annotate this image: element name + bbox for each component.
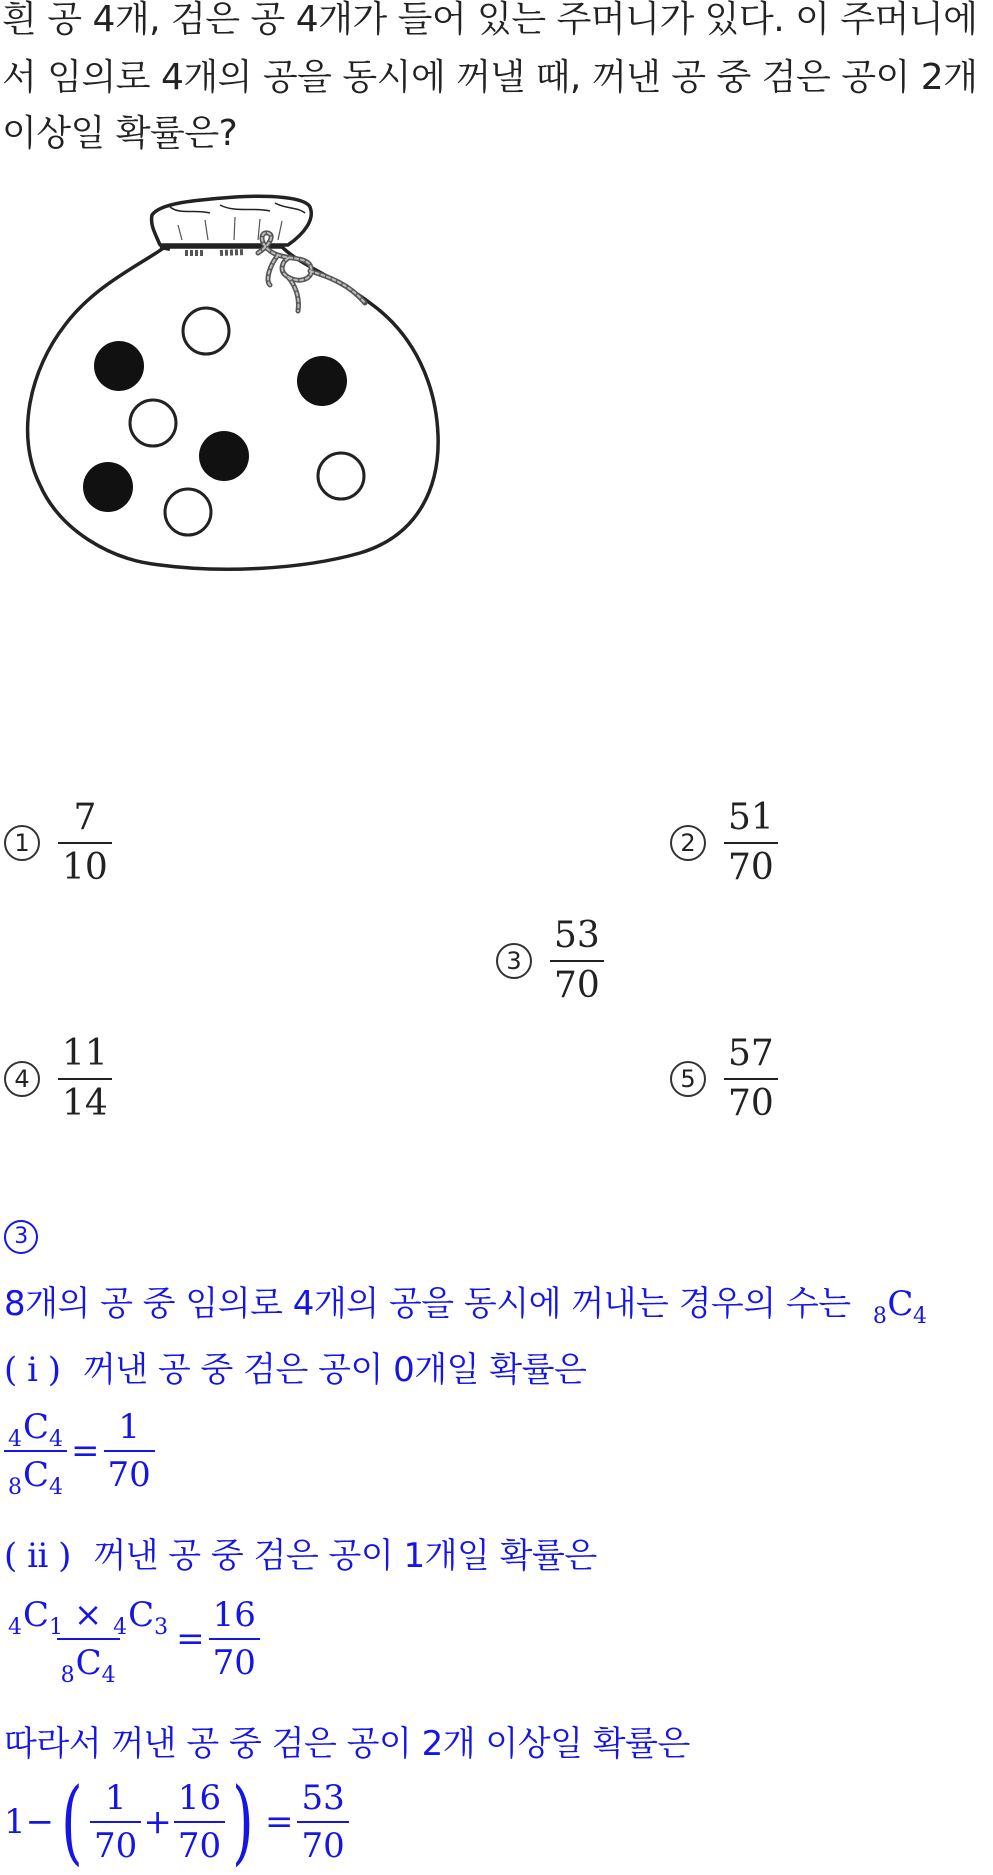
white-ball xyxy=(183,308,229,354)
question-line-1: 흰 공 4개, 검은 공 4개가 들어 있는 주머니가 있다. 이 주머니에 xyxy=(2,0,978,40)
choice-mark: 4 xyxy=(4,1061,40,1097)
choice-fraction: $\frac{53}{70}$ xyxy=(550,918,604,1004)
choice-mark: 1 xyxy=(4,825,40,861)
choice-mark: 3 xyxy=(496,943,532,979)
question-line-2: 서 임의로 4개의 공을 동시에 꺼낼 때, 꺼낸 공 중 검은 공이 2개 xyxy=(2,57,978,98)
choice-mark: 2 xyxy=(670,825,706,861)
white-ball xyxy=(318,453,364,499)
bag-body xyxy=(28,247,439,569)
black-ball xyxy=(199,431,249,481)
final-equation: 1 − ( $\frac{1}{70}$ + $\frac{16}{70}$ ) = $\frac{53}{70}$ xyxy=(4,1776,349,1868)
case-2-equation: $\frac{_4C_1 \times _4C_3}{_8C_4}$ = $\frac{16}{70}$ xyxy=(4,1598,260,1680)
black-ball xyxy=(94,341,144,391)
white-ball xyxy=(165,489,211,535)
question-line-3: 이상일 확률은? xyxy=(2,113,238,154)
final-line: 따라서 꺼낸 공 중 검은 공이 2개 이상일 확률은 xyxy=(4,1724,690,1764)
white-ball xyxy=(130,400,176,446)
case-1-equation: $\frac{_4C_4}{_8C_4}$ = $\frac{1}{70}$ xyxy=(4,1410,155,1492)
choice-4[interactable] xyxy=(4,1033,112,1124)
choice-fraction: $\frac{11}{14}$ xyxy=(58,1036,112,1122)
answer-mark: 3 xyxy=(4,1212,38,1254)
choice-fraction: $\frac{57}{70}$ xyxy=(724,1036,778,1122)
choice-mark: 5 xyxy=(670,1061,706,1097)
choice-1[interactable] xyxy=(4,797,112,888)
case-2-line: ( ii ) 꺼낸 공 중 검은 공이 1개일 확률은 xyxy=(4,1536,597,1576)
choice-2[interactable] xyxy=(670,797,778,888)
bag-illustration xyxy=(20,185,460,585)
choice-fraction: $\frac{51}{70}$ xyxy=(724,800,778,886)
black-ball xyxy=(297,356,347,406)
choice-3[interactable] xyxy=(496,915,604,1006)
choice-fraction: $\frac{7}{10}$ xyxy=(58,800,112,886)
choice-5[interactable] xyxy=(670,1033,778,1124)
bag-neck xyxy=(152,196,312,245)
black-ball xyxy=(83,462,133,512)
solution-line-1: 8개의 공 중 임의로 4개의 공을 동시에 꺼내는 경우의 수는 $_8C_4$ xyxy=(4,1284,927,1329)
case-1-line: ( i ) 꺼낸 공 중 검은 공이 0개일 확률은 xyxy=(4,1350,587,1390)
